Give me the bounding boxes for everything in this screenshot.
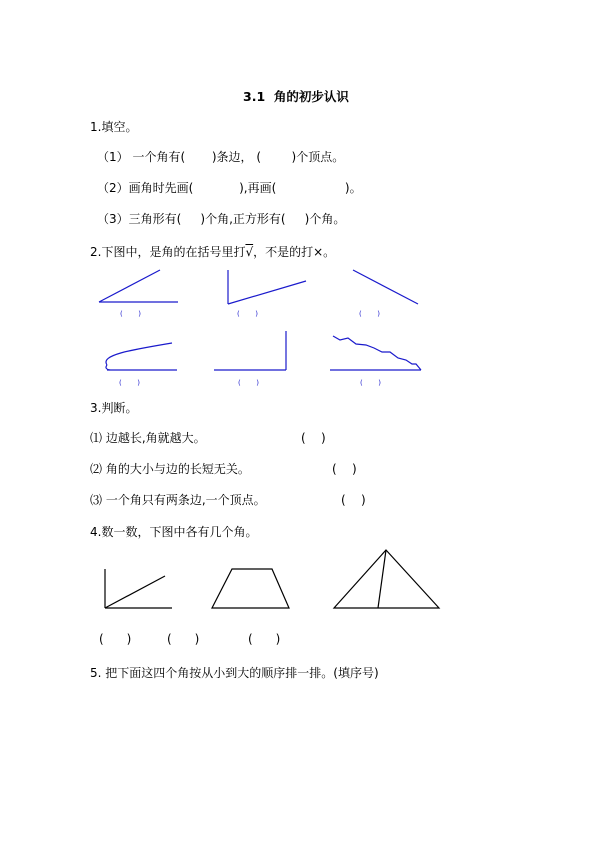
q2-paren-3: ( ) xyxy=(359,310,381,318)
page-title: 3.1 角的初步认识 xyxy=(243,89,349,104)
q3-item-3: ⑶ 一个角只有两条边,一个顶点。 xyxy=(90,493,266,507)
q1-item-2: （2）画角时先画( ),再画( )。 xyxy=(97,181,362,195)
q3-heading: 3.判断。 xyxy=(90,401,138,415)
q4-paren-1: ( ) xyxy=(99,632,132,646)
figure-right-angle xyxy=(214,331,286,370)
q3-paren-2: ( ) xyxy=(332,462,357,476)
q2-paren-5: ( ) xyxy=(238,379,260,387)
q3-item-1: ⑴ 边越长,角就越大。 xyxy=(90,431,206,445)
q3-paren-1: ( ) xyxy=(301,431,326,445)
q2-paren-1: ( ) xyxy=(120,310,142,318)
q3-paren-3: ( ) xyxy=(341,493,366,507)
q1-heading: 1.填空。 xyxy=(90,120,138,134)
figure-triangle xyxy=(334,550,439,608)
q1-item-1: （1） 一个角有( )条边， ( )个顶点。 xyxy=(97,150,345,164)
figure-trapezoid xyxy=(212,569,289,608)
q5-heading: 5. 把下面这四个角按从小到大的顺序排一排。(填序号) xyxy=(90,666,379,680)
q4-paren-3: ( ) xyxy=(248,632,281,646)
q1-item-3: （3）三角形有( )个角,正方形有( )个角。 xyxy=(97,212,346,226)
figure-angle-1 xyxy=(99,270,178,302)
q2-heading-pre: 2.下图中，是角的在括号里打 xyxy=(90,245,246,259)
figure-wavy-angle xyxy=(330,336,421,370)
figure-single-line xyxy=(353,270,418,304)
figure-count-angles-1 xyxy=(105,569,172,608)
figure-angle-2 xyxy=(228,270,306,304)
q2-paren-2: ( ) xyxy=(237,310,259,318)
q2-paren-4: ( ) xyxy=(119,379,141,387)
q2-paren-6: ( ) xyxy=(360,379,382,387)
q4-heading: 4.数一数，下图中各有几个角。 xyxy=(90,525,258,539)
figure-curved-angle xyxy=(106,343,177,370)
q4-paren-2: ( ) xyxy=(167,632,200,646)
q2-heading-post: ，不是的打×。 xyxy=(253,245,336,259)
check-mark: √ xyxy=(245,245,254,259)
q3-item-2: ⑵ 角的大小与边的长短无关。 xyxy=(90,462,250,476)
